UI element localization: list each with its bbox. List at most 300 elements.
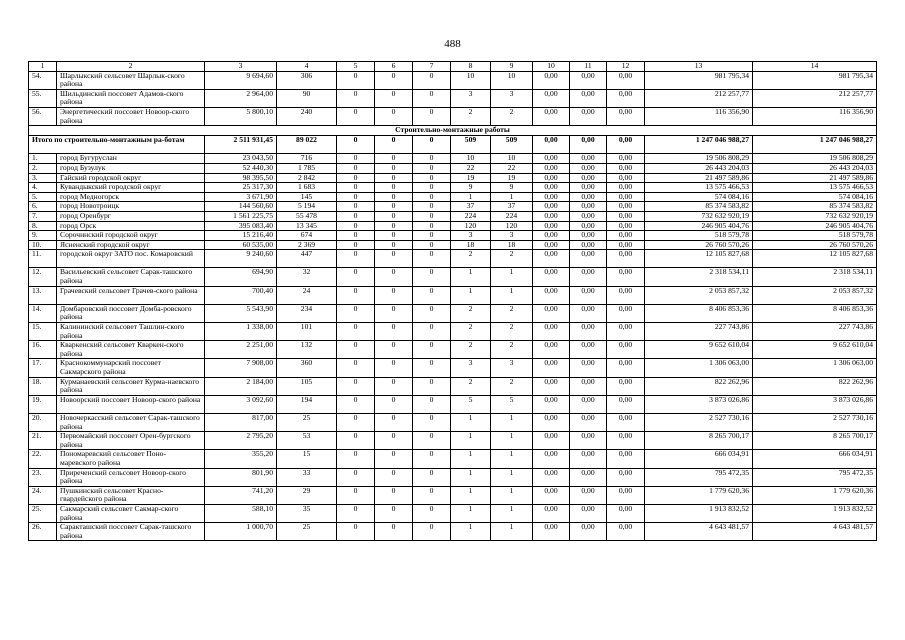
- cell-c12: 0,00: [607, 202, 645, 212]
- row-name: город Бугуруслан: [57, 154, 205, 164]
- cell-c10: 0,00: [533, 71, 570, 89]
- cell-c11: 0,00: [570, 89, 607, 107]
- cell-c12: 0,00: [607, 154, 645, 164]
- cell-c11: 0,00: [570, 163, 607, 173]
- cell-c5: 0: [337, 304, 375, 322]
- cell-c10: 0,00: [533, 183, 570, 193]
- table-row: [29, 486, 877, 504]
- cell-c3: 2 964,00: [205, 89, 277, 107]
- cell-c11: 0,00: [570, 231, 607, 241]
- cell-c14: 85 374 583,82: [753, 202, 877, 212]
- cell-c8: 2: [451, 377, 491, 395]
- cell-c5: 0: [337, 323, 375, 341]
- table-row: [29, 377, 877, 395]
- cell-c11: 0,00: [570, 107, 607, 125]
- cell-c12: 0,00: [607, 395, 645, 413]
- column-number: 5: [337, 62, 375, 72]
- cell-c3: 694,90: [205, 268, 277, 286]
- cell-c11: 0,00: [570, 413, 607, 431]
- cell-c12: 0,00: [607, 231, 645, 241]
- cell-c5: 0: [337, 221, 375, 231]
- cell-c7: 0: [413, 413, 451, 431]
- cell-c12: 0,00: [607, 173, 645, 183]
- cell-c5: 0: [337, 359, 375, 377]
- cell-c13: 1 306 063,00: [645, 359, 753, 377]
- cell-c8: 10: [451, 71, 491, 89]
- row-name: Гайский городской округ: [57, 173, 205, 183]
- cell-c4: 55 478: [277, 211, 337, 221]
- cell-c5: 0: [337, 173, 375, 183]
- cell-c4: 35: [277, 504, 337, 522]
- cell-c10: 0,00: [533, 192, 570, 202]
- cell-c3: 144 560,60: [205, 202, 277, 212]
- cell-c6: 0: [375, 268, 413, 286]
- cell-c3: 355,20: [205, 450, 277, 468]
- cell-c10: 0,00: [533, 450, 570, 468]
- cell-c11: 0,00: [570, 323, 607, 341]
- cell-c13: 85 374 583,82: [645, 202, 753, 212]
- cell-c11: 0,00: [570, 523, 607, 541]
- column-number-row: [29, 62, 877, 72]
- cell-c9: 10: [491, 71, 533, 89]
- total-c4: 89 022: [277, 136, 337, 154]
- cell-c6: 0: [375, 107, 413, 125]
- cell-c11: 0,00: [570, 173, 607, 183]
- cell-c6: 0: [375, 341, 413, 359]
- table-row: [29, 323, 877, 341]
- cell-c9: 1: [491, 450, 533, 468]
- cell-c6: 0: [375, 202, 413, 212]
- cell-c10: 0,00: [533, 486, 570, 504]
- row-number: 7.: [29, 211, 57, 221]
- row-number: 16.: [29, 341, 57, 359]
- cell-c7: 0: [413, 231, 451, 241]
- cell-c8: 18: [451, 240, 491, 250]
- cell-c10: 0,00: [533, 504, 570, 522]
- table-row: [29, 450, 877, 468]
- cell-c8: 1: [451, 450, 491, 468]
- cell-c3: 5 543,90: [205, 304, 277, 322]
- cell-c6: 0: [375, 523, 413, 541]
- cell-c5: 0: [337, 107, 375, 125]
- cell-c14: 1 779 620,36: [753, 486, 877, 504]
- total-c5: 0: [337, 136, 375, 154]
- cell-c9: 1: [491, 523, 533, 541]
- cell-c12: 0,00: [607, 71, 645, 89]
- cell-c7: 0: [413, 163, 451, 173]
- table-row: [29, 359, 877, 377]
- cell-c9: 22: [491, 163, 533, 173]
- cell-c14: 574 084,16: [753, 192, 877, 202]
- cell-c8: 10: [451, 154, 491, 164]
- row-name: Курманаевский сельсовет Курма-наевского района: [57, 377, 205, 395]
- cell-c11: 0,00: [570, 183, 607, 193]
- cell-c9: 2: [491, 107, 533, 125]
- page-number: 488: [444, 38, 461, 50]
- cell-c14: 9 652 610,04: [753, 341, 877, 359]
- cell-c9: 120: [491, 221, 533, 231]
- cell-c9: 1: [491, 468, 533, 486]
- cell-c13: 116 356,90: [645, 107, 753, 125]
- cell-c8: 2: [451, 341, 491, 359]
- table-row: [29, 107, 877, 125]
- cell-c9: 10: [491, 154, 533, 164]
- column-number: 3: [205, 62, 277, 72]
- cell-c7: 0: [413, 202, 451, 212]
- cell-c3: 98 395,50: [205, 173, 277, 183]
- cell-c3: 2 184,00: [205, 377, 277, 395]
- cell-c14: 12 105 827,68: [753, 250, 877, 268]
- row-number: 54.: [29, 71, 57, 89]
- cell-c7: 0: [413, 89, 451, 107]
- cell-c11: 0,00: [570, 359, 607, 377]
- cell-c14: 1 913 832,52: [753, 504, 877, 522]
- cell-c6: 0: [375, 304, 413, 322]
- cell-c7: 0: [413, 250, 451, 268]
- data-table-container: [28, 61, 876, 541]
- data-table: [28, 61, 877, 541]
- cell-c13: 4 643 481,57: [645, 523, 753, 541]
- cell-c11: 0,00: [570, 240, 607, 250]
- cell-c13: 666 034,91: [645, 450, 753, 468]
- table-row: [29, 268, 877, 286]
- row-name: Васильевский сельсовет Сарак-ташского района: [57, 268, 205, 286]
- cell-c11: 0,00: [570, 154, 607, 164]
- cell-c4: 105: [277, 377, 337, 395]
- total-c6: 0: [375, 136, 413, 154]
- cell-c10: 0,00: [533, 268, 570, 286]
- cell-c5: 0: [337, 240, 375, 250]
- cell-c13: 12 105 827,68: [645, 250, 753, 268]
- cell-c5: 0: [337, 286, 375, 304]
- cell-c5: 0: [337, 450, 375, 468]
- row-name: город Новотроицк: [57, 202, 205, 212]
- cell-c13: 2 527 730,16: [645, 413, 753, 431]
- row-number: 6.: [29, 202, 57, 212]
- cell-c14: 19 506 808,29: [753, 154, 877, 164]
- cell-c13: 13 575 466,53: [645, 183, 753, 193]
- cell-c10: 0,00: [533, 221, 570, 231]
- row-name: Энергетический поссовет Новоор-ского района: [57, 107, 205, 125]
- cell-c14: 116 356,90: [753, 107, 877, 125]
- table-row: [29, 341, 877, 359]
- cell-c13: 227 743,86: [645, 323, 753, 341]
- cell-c9: 18: [491, 240, 533, 250]
- cell-c9: 5: [491, 395, 533, 413]
- table-row: [29, 89, 877, 107]
- row-name: Приреченский сельсовет Новоор-ского района: [57, 468, 205, 486]
- row-number: 14.: [29, 304, 57, 322]
- cell-c6: 0: [375, 413, 413, 431]
- cell-c5: 0: [337, 250, 375, 268]
- cell-c14: 795 472,35: [753, 468, 877, 486]
- row-name: город Орск: [57, 221, 205, 231]
- cell-c8: 3: [451, 89, 491, 107]
- cell-c3: 817,00: [205, 413, 277, 431]
- cell-c5: 0: [337, 154, 375, 164]
- cell-c9: 3: [491, 359, 533, 377]
- cell-c11: 0,00: [570, 468, 607, 486]
- cell-c8: 224: [451, 211, 491, 221]
- cell-c9: 1: [491, 413, 533, 431]
- cell-c9: 2: [491, 304, 533, 322]
- row-name: город Бузулук: [57, 163, 205, 173]
- row-number: 22.: [29, 450, 57, 468]
- cell-c5: 0: [337, 89, 375, 107]
- cell-c6: 0: [375, 359, 413, 377]
- cell-c6: 0: [375, 221, 413, 231]
- cell-c14: 26 760 570,26: [753, 240, 877, 250]
- row-number: 55.: [29, 89, 57, 107]
- column-number: 12: [607, 62, 645, 72]
- row-name: Ясненский городской округ: [57, 240, 205, 250]
- cell-c9: 224: [491, 211, 533, 221]
- cell-c12: 0,00: [607, 163, 645, 173]
- cell-c12: 0,00: [607, 432, 645, 450]
- row-name: Новоорский поссовет Новоор-ского района: [57, 395, 205, 413]
- cell-c7: 0: [413, 173, 451, 183]
- cell-c7: 0: [413, 468, 451, 486]
- row-name: Кувандыкский городской округ: [57, 183, 205, 193]
- cell-c11: 0,00: [570, 304, 607, 322]
- cell-c14: 2 527 730,16: [753, 413, 877, 431]
- row-name: Сорочинский городской округ: [57, 231, 205, 241]
- cell-c6: 0: [375, 468, 413, 486]
- cell-c14: 981 795,34: [753, 71, 877, 89]
- cell-c5: 0: [337, 468, 375, 486]
- cell-c6: 0: [375, 231, 413, 241]
- cell-c7: 0: [413, 450, 451, 468]
- row-name: Краснокоммунарский поссовет Сакмарского района: [57, 359, 205, 377]
- cell-c4: 25: [277, 413, 337, 431]
- cell-c4: 132: [277, 341, 337, 359]
- cell-c4: 674: [277, 231, 337, 241]
- cell-c6: 0: [375, 192, 413, 202]
- cell-c10: 0,00: [533, 413, 570, 431]
- cell-c10: 0,00: [533, 211, 570, 221]
- cell-c4: 1 785: [277, 163, 337, 173]
- table-row: [29, 231, 877, 241]
- cell-c9: 2: [491, 377, 533, 395]
- cell-c5: 0: [337, 504, 375, 522]
- cell-c14: 21 497 589,86: [753, 173, 877, 183]
- row-name: Пономаревский сельсовет Поно-маревского района: [57, 450, 205, 468]
- row-number: 18.: [29, 377, 57, 395]
- cell-c12: 0,00: [607, 211, 645, 221]
- cell-c7: 0: [413, 107, 451, 125]
- cell-c14: 518 579,78: [753, 231, 877, 241]
- cell-c10: 0,00: [533, 231, 570, 241]
- cell-c7: 0: [413, 341, 451, 359]
- cell-c13: 518 579,78: [645, 231, 753, 241]
- row-name: городской округ ЗАТО пос. Комаровский: [57, 250, 205, 268]
- cell-c7: 0: [413, 432, 451, 450]
- row-number: 13.: [29, 286, 57, 304]
- cell-c6: 0: [375, 395, 413, 413]
- cell-c9: 1: [491, 486, 533, 504]
- cell-c13: 19 506 808,29: [645, 154, 753, 164]
- cell-c9: 1: [491, 286, 533, 304]
- cell-c13: 26 760 570,26: [645, 240, 753, 250]
- cell-c9: 3: [491, 89, 533, 107]
- cell-c5: 0: [337, 231, 375, 241]
- cell-c8: 19: [451, 173, 491, 183]
- cell-c3: 9 240,60: [205, 250, 277, 268]
- cell-c11: 0,00: [570, 486, 607, 504]
- cell-c10: 0,00: [533, 107, 570, 125]
- row-number: 26.: [29, 523, 57, 541]
- cell-c11: 0,00: [570, 202, 607, 212]
- row-name: Шильдинский поссовет Адамов-ского района: [57, 89, 205, 107]
- cell-c3: 3 671,90: [205, 192, 277, 202]
- cell-c9: 1: [491, 192, 533, 202]
- row-number: 8.: [29, 221, 57, 231]
- section-title: Строительно-монтажные работы: [29, 126, 877, 136]
- cell-c8: 22: [451, 163, 491, 173]
- cell-c3: 741,20: [205, 486, 277, 504]
- cell-c6: 0: [375, 71, 413, 89]
- table-row: [29, 468, 877, 486]
- table-row: [29, 173, 877, 183]
- cell-c12: 0,00: [607, 89, 645, 107]
- column-number: 11: [570, 62, 607, 72]
- cell-c9: 1: [491, 504, 533, 522]
- column-number: 7: [413, 62, 451, 72]
- cell-c9: 9: [491, 183, 533, 193]
- cell-c11: 0,00: [570, 395, 607, 413]
- column-number: 13: [645, 62, 753, 72]
- cell-c3: 15 216,40: [205, 231, 277, 241]
- total-c13: 1 247 046 988,27: [645, 136, 753, 154]
- cell-c4: 2 842: [277, 173, 337, 183]
- table-row: [29, 250, 877, 268]
- row-number: 20.: [29, 413, 57, 431]
- cell-c4: 90: [277, 89, 337, 107]
- cell-c10: 0,00: [533, 173, 570, 183]
- cell-c14: 8 406 853,36: [753, 304, 877, 322]
- total-row: [29, 136, 877, 154]
- cell-c12: 0,00: [607, 468, 645, 486]
- cell-c5: 0: [337, 192, 375, 202]
- cell-c4: 29: [277, 486, 337, 504]
- cell-c11: 0,00: [570, 377, 607, 395]
- cell-c4: 5 194: [277, 202, 337, 212]
- cell-c6: 0: [375, 504, 413, 522]
- column-number: 8: [451, 62, 491, 72]
- table-row: [29, 163, 877, 173]
- cell-c5: 0: [337, 413, 375, 431]
- cell-c4: 24: [277, 286, 337, 304]
- cell-c4: 240: [277, 107, 337, 125]
- row-name: Грачевский сельсовет Грачев-ского района: [57, 286, 205, 304]
- cell-c3: 7 908,00: [205, 359, 277, 377]
- cell-c3: 700,40: [205, 286, 277, 304]
- cell-c10: 0,00: [533, 323, 570, 341]
- cell-c14: 2 318 534,11: [753, 268, 877, 286]
- cell-c6: 0: [375, 154, 413, 164]
- cell-c8: 3: [451, 231, 491, 241]
- cell-c11: 0,00: [570, 450, 607, 468]
- cell-c14: 212 257,77: [753, 89, 877, 107]
- cell-c10: 0,00: [533, 202, 570, 212]
- column-number: 9: [491, 62, 533, 72]
- row-name: Первомайский поссовет Орен-бургского района: [57, 432, 205, 450]
- cell-c10: 0,00: [533, 468, 570, 486]
- table-row: [29, 202, 877, 212]
- cell-c12: 0,00: [607, 250, 645, 268]
- cell-c14: 2 053 857,32: [753, 286, 877, 304]
- cell-c10: 0,00: [533, 377, 570, 395]
- cell-c14: 666 034,91: [753, 450, 877, 468]
- cell-c10: 0,00: [533, 250, 570, 268]
- table-row: [29, 504, 877, 522]
- row-number: 9.: [29, 231, 57, 241]
- cell-c11: 0,00: [570, 504, 607, 522]
- cell-c7: 0: [413, 486, 451, 504]
- row-number: 23.: [29, 468, 57, 486]
- cell-c10: 0,00: [533, 523, 570, 541]
- cell-c12: 0,00: [607, 504, 645, 522]
- cell-c3: 588,10: [205, 504, 277, 522]
- cell-c3: 52 440,30: [205, 163, 277, 173]
- total-c14: 1 247 046 988,27: [753, 136, 877, 154]
- cell-c8: 2: [451, 304, 491, 322]
- cell-c12: 0,00: [607, 221, 645, 231]
- cell-c11: 0,00: [570, 286, 607, 304]
- cell-c3: 23 043,50: [205, 154, 277, 164]
- cell-c5: 0: [337, 211, 375, 221]
- cell-c3: 9 694,60: [205, 71, 277, 89]
- cell-c4: 447: [277, 250, 337, 268]
- total-c8: 509: [451, 136, 491, 154]
- cell-c3: 3 092,60: [205, 395, 277, 413]
- cell-c6: 0: [375, 486, 413, 504]
- cell-c12: 0,00: [607, 523, 645, 541]
- cell-c3: 25 317,30: [205, 183, 277, 193]
- cell-c5: 0: [337, 432, 375, 450]
- cell-c7: 0: [413, 71, 451, 89]
- row-number: 3.: [29, 173, 57, 183]
- row-name: Саракташский поссовет Сарак-ташского района: [57, 523, 205, 541]
- row-name: Калининский сельсовет Ташлин-ского района: [57, 323, 205, 341]
- cell-c6: 0: [375, 432, 413, 450]
- cell-c14: 4 643 481,57: [753, 523, 877, 541]
- cell-c12: 0,00: [607, 323, 645, 341]
- row-name: город Оренбург: [57, 211, 205, 221]
- table-row: [29, 183, 877, 193]
- column-number: 4: [277, 62, 337, 72]
- cell-c11: 0,00: [570, 341, 607, 359]
- cell-c14: 1 306 063,00: [753, 359, 877, 377]
- cell-c14: 13 575 466,53: [753, 183, 877, 193]
- cell-c9: 19: [491, 173, 533, 183]
- cell-c8: 1: [451, 286, 491, 304]
- cell-c14: 26 443 204,03: [753, 163, 877, 173]
- row-number: 19.: [29, 395, 57, 413]
- table-row: [29, 192, 877, 202]
- cell-c7: 0: [413, 221, 451, 231]
- cell-c12: 0,00: [607, 286, 645, 304]
- cell-c13: 1 913 832,52: [645, 504, 753, 522]
- cell-c5: 0: [337, 71, 375, 89]
- cell-c8: 120: [451, 221, 491, 231]
- cell-c7: 0: [413, 395, 451, 413]
- cell-c13: 8 406 853,36: [645, 304, 753, 322]
- table-body: [29, 62, 877, 541]
- cell-c6: 0: [375, 173, 413, 183]
- row-number: 12.: [29, 268, 57, 286]
- total-c11: 0,00: [570, 136, 607, 154]
